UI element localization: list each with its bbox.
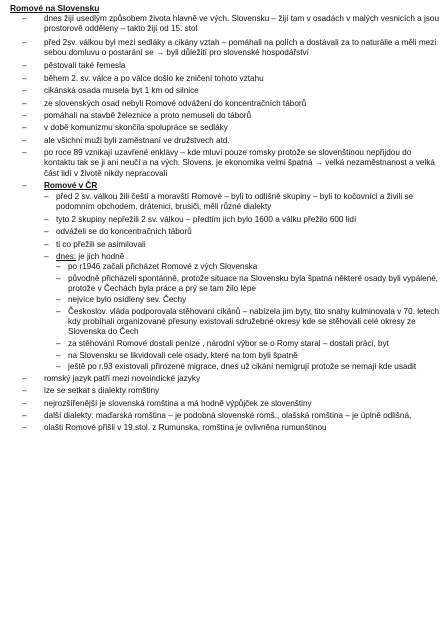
list-item: – ti co přežili se asimilovali xyxy=(44,240,442,250)
list-item: – Českoslov. vláda podporovala stěhovaní cikánů – nabízela jim byty, tito snahy kulminovala v 70. letech kdy probíhali organizované přesuny existovali sdružebné okresy kde se stěhovali celé okresy ze Slovenska do Čech xyxy=(56,307,442,338)
subsection-title: Romové v ČR xyxy=(44,180,98,190)
main-list xyxy=(10,14,442,433)
list-item: – nejrozšířenější je slovenská romština a má hodně výpůjček ze slovenštiny xyxy=(10,399,442,409)
list-item: – nejvíce bylo osídleny sev. Čechy xyxy=(56,295,442,305)
list-item: – po roce 89 vznikají uzavřené enklávy – kde mluví pouze romsky protože se slovenštinou nepřijdou do kontaktu tak se ji ani neučí a na vých. Slovens. je ekonomika velmi špatná → velká nezaměstnanost a velká část lidí v životě nikdy nepracovali xyxy=(10,148,442,179)
list-item: – pěstovali také řemesla xyxy=(10,61,442,71)
list-item: – na Slovensku se likvidovali cele osady, které na tom byli špatně xyxy=(56,351,442,361)
list-item: – v době komunizmu skončila spolupráce se sedláky xyxy=(10,123,442,133)
list-item: – ale všichni muži byli zaměstnaní ve družstvech atd. xyxy=(10,136,442,146)
subsection-item xyxy=(10,181,442,373)
list-item: – tyto 2 skupiny nepřežili 2 sv. válkou – předtím jich bylo 1600 a válku přežilo 600 lidí xyxy=(44,215,442,225)
list-item: – původně přicházeli spontánně, protože situace na Slovensku byla špatná některé osady byli vypálené, protože v Čechách byla práce a prý se tam žilo lépe xyxy=(56,274,442,294)
list-item: – další dialekty: maďarská romština – je podobná slovenské romš., olašská romština – je úplně odlišná, xyxy=(10,411,442,421)
dnes-label: dnes: xyxy=(56,251,77,261)
dnes-list xyxy=(56,262,442,372)
list-item: – během 2. sv. válce a po válce došlo ke zničení tohoto vztahu xyxy=(10,74,442,84)
list-item: – cikánská osada musela byt 1 km od silnice xyxy=(10,86,442,96)
dnes-text: je jich hodně xyxy=(76,251,125,261)
list-item: – lze se setkat s dialekty romštiny xyxy=(10,386,442,396)
list-item: – odváželi se do koncentračních táborů xyxy=(44,227,442,237)
list-item: – dnes žijí usedlým způsobem života hlavně ve vých. Slovensku – žijí tam v osadách v malých vesnicích a jsou prostorově odděleny – takto žijí od 15. stol xyxy=(10,14,442,34)
list-item: – před 2sv. válkou byl mezi sedláky a cikány vztah – pomáhali na polích a dostávali za to naturálie a měli mezi sebou domluvu o postarání se → byli důležití pro slovenské hospodářství xyxy=(10,38,442,58)
list-item: – po r1946 začali přicházet Romové z vých Slovenska xyxy=(56,262,442,272)
list-item: – olašti Romové přišli v 19.stol. z Rumunska, romština je ovlivněna rumunštinou xyxy=(10,423,442,433)
list-item: – pomáhali na stavbě železnice a proto nemuseli do táborů xyxy=(10,111,442,121)
page-title: Romové na Slovensku xyxy=(10,3,100,13)
list-item: – ještě po r.93 existovali přirozené migrace, dnes už cikání nemigrují protože se nemají kde usadit xyxy=(56,362,442,372)
subsection-list xyxy=(44,192,442,372)
dnes-item xyxy=(44,252,442,373)
list-item: – za stěhování Romové dostali peníze , národní výbor se o Romy staral – dostali práci, byt xyxy=(56,339,442,349)
list-item: – romský jazyk patří mezi novoindické jazyky xyxy=(10,374,442,384)
list-item: – před 2 sv. válkou žili čeští a moravští Romové – byli to odlišné skupiny – byli to kočovníci a živili se podomním obchodem, drátenici, brusiči, měli různé dialekty xyxy=(44,192,442,212)
list-item: – ze slovenských osad nebyli Romové odvážení do koncentračních táborů xyxy=(10,99,442,109)
